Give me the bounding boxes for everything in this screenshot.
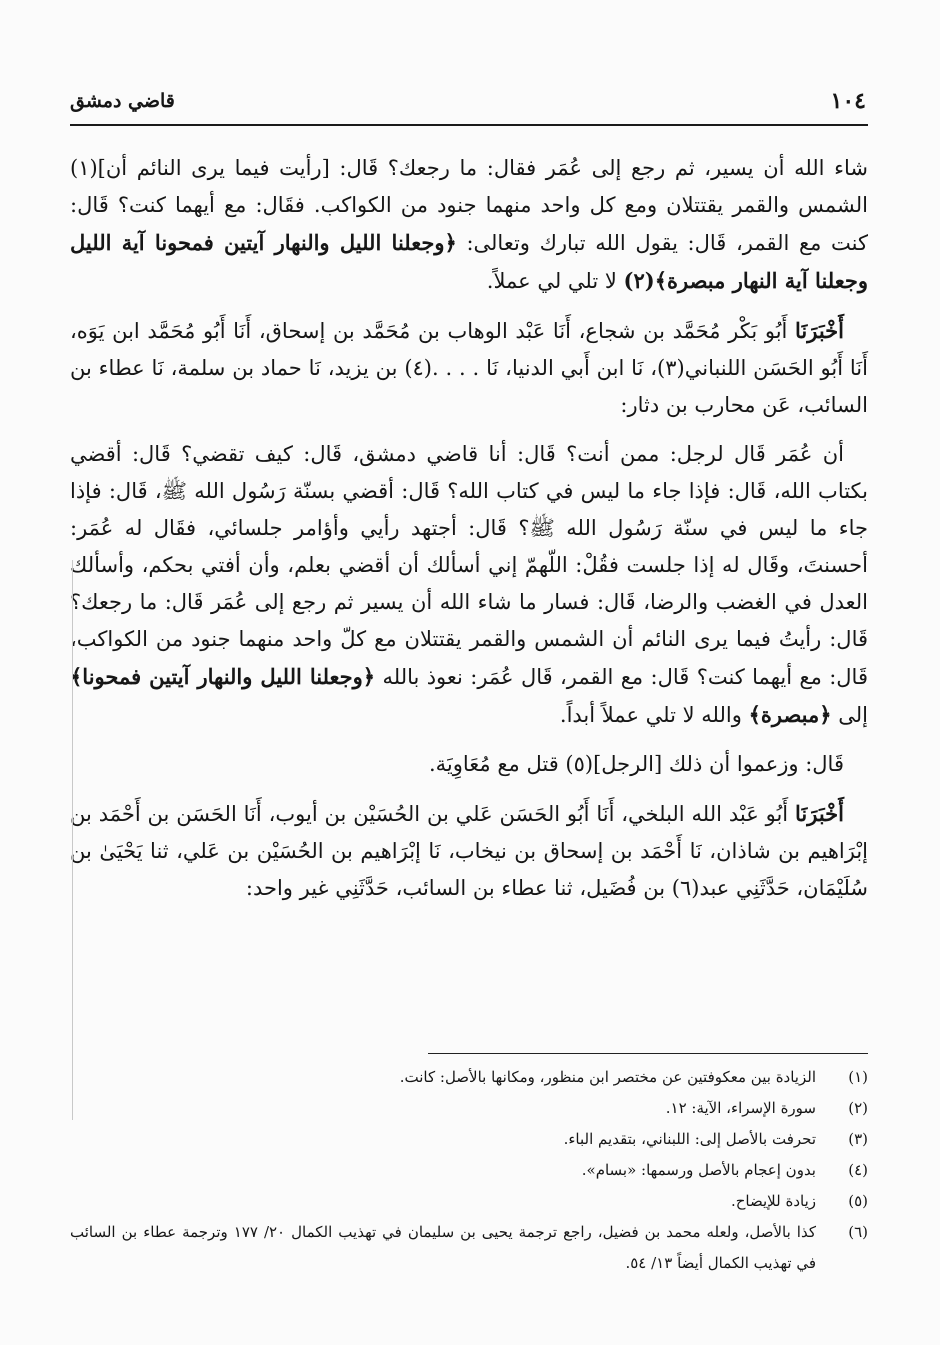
paragraph-2 bbox=[70, 312, 868, 424]
footnote-number: (٢) bbox=[848, 1099, 868, 1117]
footnote-text: زيادة للإيضاح. bbox=[730, 1192, 816, 1210]
footnote-text: سورة الإسراء، الآية: ١٢. bbox=[665, 1099, 816, 1117]
quran-verse: ﴿مبصرة﴾ bbox=[748, 702, 832, 727]
running-title: قاضي دمشق bbox=[70, 90, 175, 112]
footnote bbox=[70, 1124, 868, 1155]
akhbarana-label: أَخْبَرَنَا bbox=[795, 318, 844, 343]
paragraph-3-mid: إلى bbox=[838, 703, 868, 727]
main-text bbox=[70, 150, 868, 907]
paragraph-3-tail: والله لا تلي عملاً أبداً. bbox=[559, 703, 742, 727]
footnote-text: تحرفت بالأصل إلى: اللبناني، بتقديم الباء. bbox=[563, 1130, 816, 1148]
paragraph-3-text: أن عُمَر قَال لرجل: ممن أنت؟ قَال: أنا قاضي دمشق، قَال: كيف تقضي؟ قَال: أقضي بكتاب الله، قَال: فإذا جاء ما ليس في كتاب الله؟ قَال: أقضي بسنّة رَسُول الله ﷺ، قَال: فإذا جاء ما ليس في سنّة رَسُول الله ﷺ؟ قَال: أجتهد رأيي وأؤامر جلسائي، فقَال له عُمَر: أحسنتَ، وقَال له إذا جلست فقُلْ: اللّهمّ إني أسألك أن أقضي بعلم، وأن أفتي بحكم، وأسألك العدل في الغضب والرضا، قَال: فسار ما شاء الله أن يسير ثم رجع إلى عُمَر قَال: ما رجعك؟ قَال: رأيتُ فيما يرى النائم أن الشمس والقمر يقتتلان مع كلّ واحد منهما جنود من الكواكب، قَال: مع أيهما كنت؟ قَال: مع القمر، قَال عُمَر: نعوذ بالله bbox=[70, 442, 869, 689]
footnote-number: (٤) bbox=[848, 1161, 868, 1179]
footnote bbox=[70, 1186, 868, 1217]
footnote-text: كذا بالأصل، ولعله محمد بن فضيل، راجع ترجمة يحيى بن سليمان في تهذيب الكمال ٢٠/ ١٧٧ وترجمة عطاء بن السائب في تهذيب الكمال أيضاً ١٣/ ٥٤. bbox=[70, 1223, 816, 1272]
footnote-number: (٣) bbox=[848, 1130, 868, 1148]
paragraph-1-tail: لا تلي لي عملاً. bbox=[486, 269, 617, 293]
footnote-rule bbox=[428, 1053, 868, 1054]
footnote-text: الزيادة بين معكوفتين عن مختصر ابن منظور، ومكانها بالأصل: كانت. bbox=[399, 1068, 816, 1086]
header-rule bbox=[70, 124, 868, 126]
paragraph-5-text: أَبُو عَبْد الله البلخي، أَنَا أَبُو الحَسَن عَلي بن الحُسَيْن بن أيوب، أَنَا الحَسَن بن أَحْمَد بن إبْرَاهيم بن شاذان، نَا أَحْمَد بن إسحاق بن نيخاب، نَا إبْرَاهيم بن الحُسَيْن بن عَلي، ثنا يَحْيَىٰ بن سُلَيْمَان، حَدَّثَنِي عبد(٦) بن فُضَيل، ثنا عطاء بن السائب، حَدَّثَنِي غير واحد: bbox=[70, 802, 868, 900]
paragraph-2-text: أَبُو بَكْر مُحَمَّد بن شجاع، أَنَا عَبْد الوهاب بن مُحَمَّد بن إسحاق، أَنَا أَبُو مُحَمَّد ابن يَوَه، أَنَا أَبُو الحَسَن اللنباني(٣)، نَا ابن أَبي الدنيا، نَا . . . .(٤) بن يزيد، نَا حماد بن سلمة، نَا عطاء بن السائب، عَن محارب بن دثار: bbox=[70, 319, 868, 417]
paragraph-4-text: قَال: وزعموا أن ذلك [الرجل](٥) قتل مع مُعَاوِيَة. bbox=[428, 752, 844, 776]
footnote-number: (٥) bbox=[848, 1192, 868, 1210]
paragraph-5 bbox=[70, 795, 868, 907]
scan-margin-mark bbox=[72, 560, 74, 1120]
footnote bbox=[70, 1093, 868, 1124]
paragraph-3 bbox=[70, 436, 868, 734]
page-header bbox=[70, 80, 866, 120]
footnote-text: بدون إعجام بالأصل ورسمها: «بسام». bbox=[581, 1161, 816, 1179]
footnote-number: (١) bbox=[848, 1068, 868, 1086]
quran-verse: ﴿وجعلنا الليل والنهار آيتين فمحونا آية الليل وجعلنا آية النهار مبصرة﴾(٢) bbox=[70, 230, 868, 293]
footnote bbox=[70, 1062, 868, 1093]
page-number: ١٠٤ bbox=[830, 88, 866, 114]
paragraph-4 bbox=[70, 746, 868, 783]
footnotes bbox=[70, 1062, 868, 1279]
paragraph-1-text: شاء الله أن يسير، ثم رجع إلى عُمَر فقال: ما رجعك؟ قَال: [رأيت فيما يرى النائم أن](١) الشمس والقمر يقتتلان ومع كل واحد منهما جنود من الكواكب. فقَال: مع أيهما كنت؟ قَال: كنت مع القمر، قَال: يقول الله تبارك وتعالى: bbox=[70, 156, 868, 255]
footnote bbox=[70, 1155, 868, 1186]
akhbarana-label: أَخْبَرَنَا bbox=[795, 801, 844, 826]
quran-verse: ﴿وجعلنا الليل والنهار آيتين فمحونا﴾ bbox=[70, 664, 376, 689]
paragraph-1 bbox=[70, 150, 868, 300]
footnote-number: (٦) bbox=[848, 1223, 868, 1241]
footnote bbox=[70, 1217, 868, 1279]
